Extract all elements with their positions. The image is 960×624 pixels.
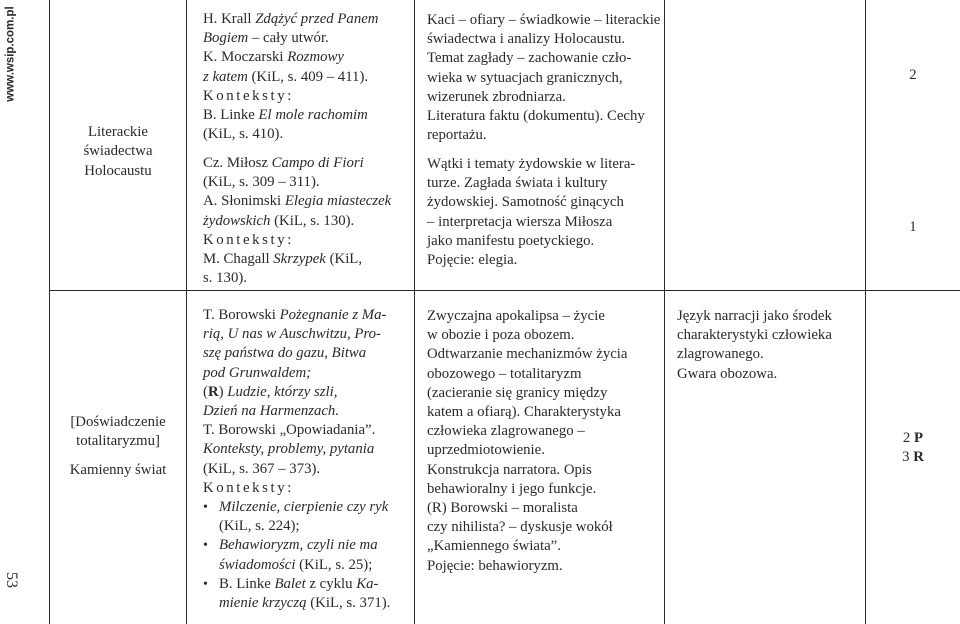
section-title-totalitarianism: [Doświadczenie totalitaryzmu] Kamienny świat xyxy=(69,414,167,479)
column-divider-4 xyxy=(865,0,866,624)
language-notes: Język narracji jako środek charakterystyki człowieka zlagrowanego. Gwara obozowa. xyxy=(677,308,832,382)
topics-borowski: Zwyczajna apokalipsa – życie w obozie i poza obozem. Odtwarzanie mechanizmów życia obozowego – totalitaryzm (zacieranie się granicy między katem a ofiarą). Charakterystyka człowieka zlagrowanego – uprzedmiotowienie. Konstrukcja narratora. Opis behawioralny i jego funkcje. (R) Borowski – moralista czy nihilista? – dyskusje wokół „Kamiennego świata”. Pojęcie: behawioryzm. xyxy=(427,308,628,574)
page-number: 53 xyxy=(3,572,20,588)
list-item: • B. Linke Balet z cyklu Ka- xyxy=(203,575,413,594)
list-item: • Behawioryzm, czyli nie ma xyxy=(203,536,413,555)
column-divider-1 xyxy=(186,0,187,624)
list-item: • Milczenie, cierpienie czy ryk xyxy=(203,498,413,517)
hours-holocaust-b: 1 xyxy=(909,219,917,235)
hours-holocaust-a: 2 xyxy=(909,67,917,83)
publisher-watermark: www.wsip.com.pl xyxy=(5,6,18,102)
section-title-holocaust: Literackie świadectwa Holocaustu xyxy=(83,124,153,179)
topics-holocaust-a: Kaci – ofiary – świadkowie – literackie świadectwa i analizy Holocaustu. Temat zagłady – zachowanie czło- wieka w sytuacjach granicznych, wizerunek zbrodniarza. Literatura faktu (dokumentu). Cechy reportażu. xyxy=(427,12,661,144)
hours-borowski: 2 P 3 R xyxy=(902,430,924,466)
readings-holocaust-a: H. Krall Zdążyć przed Panem Bogiem – cały utwór. K. Moczarski Rozmowy z katem (KiL, s. 409 – 411). Konteksty: B. Linke El mole rachomim (KiL, s. 410). xyxy=(203,11,379,143)
row-divider xyxy=(49,290,960,291)
column-divider-2 xyxy=(414,0,415,624)
topics-holocaust-b: Wątki i tematy żydowskie w litera- turze. Zagłada świata i kultury żydowskiej. Samotność ginących – interpretacja wiersza Miłosza jako manifestu poetyckiego. Pojęcie: elegia. xyxy=(427,156,636,269)
readings-holocaust-b: Cz. Miłosz Campo di Fiori (KiL, s. 309 – 311). A. Słonimski Elegia miasteczek żydowskich (KiL, s. 130). Konteksty: M. Chagall Skrzypek (KiL, s. 130). xyxy=(203,155,392,287)
readings-borowski: T. Borowski Pożegnanie z Ma- rią, U nas w Auschwitzu, Pro- szę państwa do gazu, Bitwa pod Grunwaldem; (R) Ludzie, którzy szli, Dzień na Harmenzach. T. Borowski „Opowiadania”. Konteksty, problemy, pytania (KiL, s. 367 – 373). Konteksty: • Milczenie, cierpienie czy ryk (KiL, s. 224); • Behawioryzm, czyli nie ma świadomości (KiL, s. 25); • B. Linke Balet z cyklu Ka- mienie krzyczą (KiL, s. 371). xyxy=(203,306,413,613)
column-divider-3 xyxy=(664,0,665,624)
table-border-left xyxy=(49,0,50,624)
